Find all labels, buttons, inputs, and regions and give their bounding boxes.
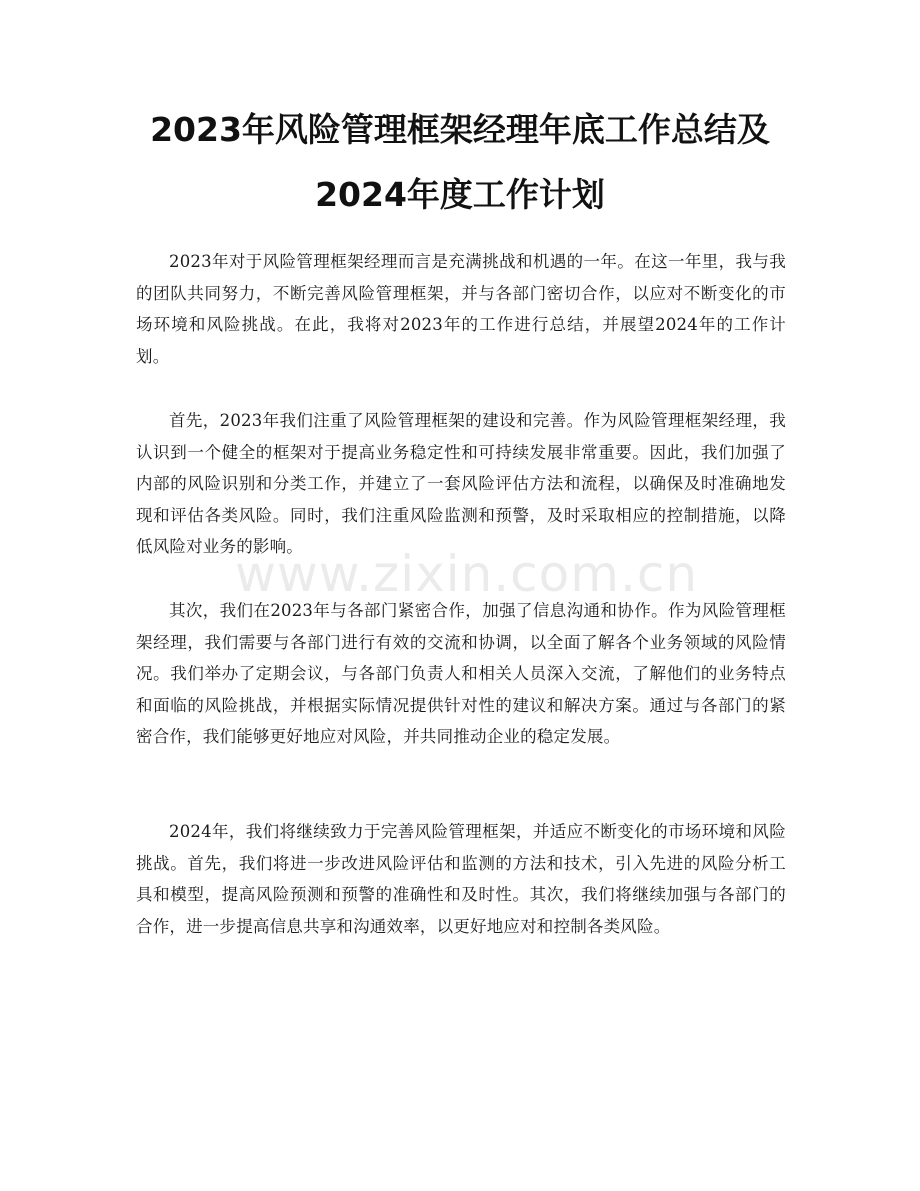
document-title-line-2: 2024年度工作计划 [315,175,605,214]
document-title-line-1: 2023年风险管理框架经理年底工作总结及 [150,110,770,149]
watermark: www.zixin.com.cn [235,545,699,603]
paragraph-framework-building: 首先，2023年我们注重了风险管理框架的建设和完善。作为风险管理框架经理，我认识到一个健全的框架对于提高业务稳定性和可持续发展非常重要。因此，我们加强了内部的风险识别和分类工作，并建立了一套风险评估方法和流程，以确保及时准确地发现和评估各类风险。同时，我们注重风险监测和预警，及时采取相应的控制措施，以降低风险对业务的影响。 [136,411,786,556]
paragraph-2024-plan: 2024年，我们将继续致力于完善风险管理框架，并适应不断变化的市场环境和风险挑战。首先，我们将进一步改进风险评估和监测的方法和技术，引入先进的风险分析工具和模型，提高风险预测和预警的准确性和及时性。其次，我们将继续加强与各部门的合作，进一步提高信息共享和沟通效率，以更好地应对和控制各类风险。 [136,822,786,936]
paragraph-intro: 2023年对于风险管理框架经理而言是充满挑战和机遇的一年。在这一年里，我与我的团队共同努力，不断完善风险管理框架，并与各部门密切合作，以应对不断变化的市场环境和风险挑战。在此，我将对2023年的工作进行总结，并展望2024年的工作计划。 [136,252,786,366]
paragraph-collaboration: 其次，我们在2023年与各部门紧密合作，加强了信息沟通和协作。作为风险管理框架经理，我们需要与各部门进行有效的交流和协调，以全面了解各个业务领域的风险情况。我们举办了定期会议，与各部门负责人和相关人员深入交流，了解他们的业务特点和面临的风险挑战，并根据实际情况提供针对性的建议和解决方案。通过与各部门的紧密合作，我们能够更好地应对风险，并共同推动企业的稳定发展。 [136,601,786,746]
